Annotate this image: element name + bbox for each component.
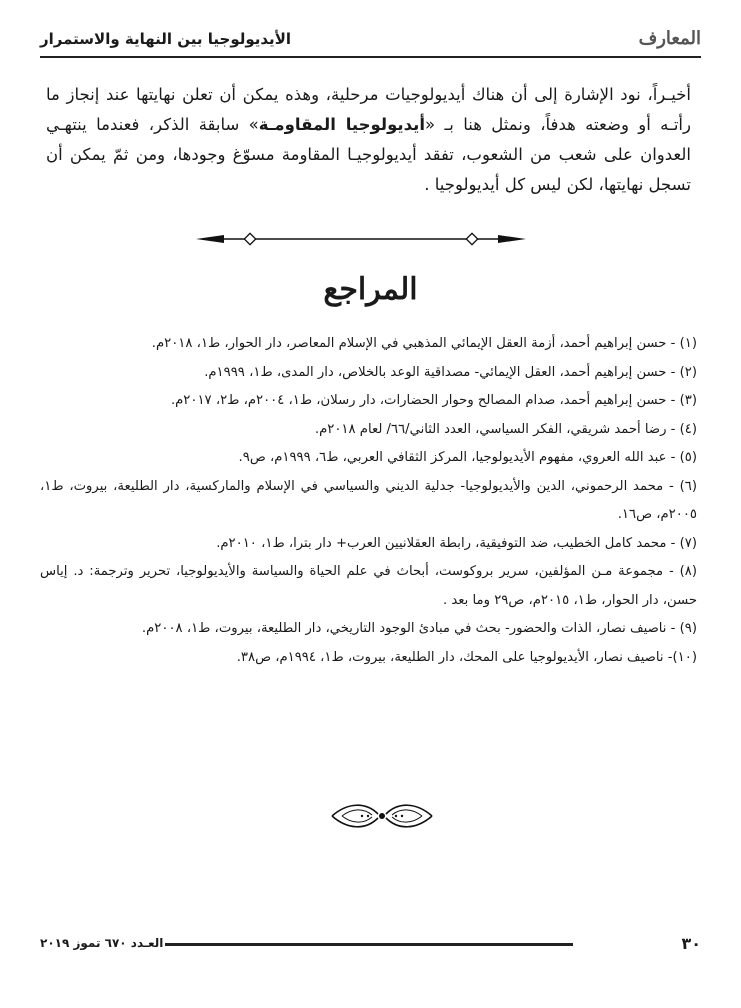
page-footer [40, 932, 701, 956]
footer-rule [165, 943, 573, 946]
reference-item: (٣) - حسن إبراهيم أحمد، صدام المصالح وحوار الحضارات، دار رسلان، ط١، ٢٠٠٤م، ط٢، ٢٠١٧م. [170, 393, 697, 408]
reference-item: (١) - حسن إبراهيم أحمد، أزمة العقل الإيمائي المذهبي في الإسلام المعاصر، دار الحوار، ط١، ٢٠١٨م. [151, 336, 697, 351]
references-list [40, 330, 697, 672]
references-title: المراجع [323, 272, 418, 307]
reference-item: (٤) - رضا أحمد شريقي، الفكر السياسي، العدد الثاني/٦٦/ لعام ٢٠١٨م. [314, 421, 697, 437]
page-number: ٣٠ [681, 934, 701, 953]
issue-info: العـدد ٦٧٠ تموز ٢٠١٩ [40, 936, 164, 950]
reference-item: (١٠)- ناصيف نصار، الأيديولوجيا على المحك، دار الطليعة، بيروت، ط١، ١٩٩٤م، ص٣٨. [236, 649, 697, 665]
intro-text-start: أخيـراً، نود الإشارة إلى أن هناك أيديولوجيات مرحلية، وهذه يمكن أن تعلن نهايتها عند إنجاز ما رأتـه أو وضعته هدفاً، ونمثل هنا بـ « [46, 85, 691, 134]
running-title: الأيديولوجيا بين النهاية والاستمرار [40, 30, 292, 48]
reference-item: (٢) - حسن إبراهيم أحمد، العقل الإيمائي- مصداقية الوعد بالخلاص، دار المدى، ط١، ١٩٩٩م. [204, 364, 697, 380]
reference-item: (٧) - محمد كامل الخطيب، ضد التوفيقية، رابطة العقلانيين العرب+ دار بترا، ط١، ٢٠١٠م. [216, 535, 697, 551]
intro-text-end: » سابقة الذكر، فعندما ينتهـي العدوان على شعب من الشعوب، تفقد أيديولوجيـا المقاومة مسوّغ وجودها، ومن ثمّ يمكن أن تسجل نهايتها، لكن ليس كل أيديولوجيا . [46, 115, 691, 194]
reference-item: (٨) - مجموعة مـن المؤلفين، سرير بروكوست، أبحاث في علم الحياة والسياسة والأيديولوجيا، تحرير وترجمة: د. إياس حسن، دار الحوار، ط١، ٢٠١٥م، ص٢٩ وما بعد . [40, 564, 697, 608]
reference-item: (٩) - ناصيف نصار، الذات والحضور- بحث في مبادئ الوجود التاريخي، دار الطليعة، بيروت، ط١، ٢٠٠٨م. [141, 621, 697, 636]
journal-logo: المعارف [638, 28, 701, 49]
header-rule [40, 56, 701, 58]
intro-paragraph [46, 80, 691, 200]
reference-item: (٥) - عبد الله العروي، مفهوم الأيديولوجيا، المركز الثقافي العربي، ط٦، ١٩٩٩م، ص٩. [238, 450, 697, 465]
intro-bold-term: أيديولوجيا المقاومـة [258, 115, 426, 134]
reference-item: (٦) - محمد الرحموني، الدين والأيديولوجيا- جدلية الديني والسياسي في الإسلام والماركسية، دار الطليعة، بيروت، ط١، ٢٠٠٥م، ص١٦. [40, 478, 697, 522]
page-header [40, 26, 701, 52]
section-divider [196, 229, 526, 249]
ornament-icon [328, 800, 436, 832]
